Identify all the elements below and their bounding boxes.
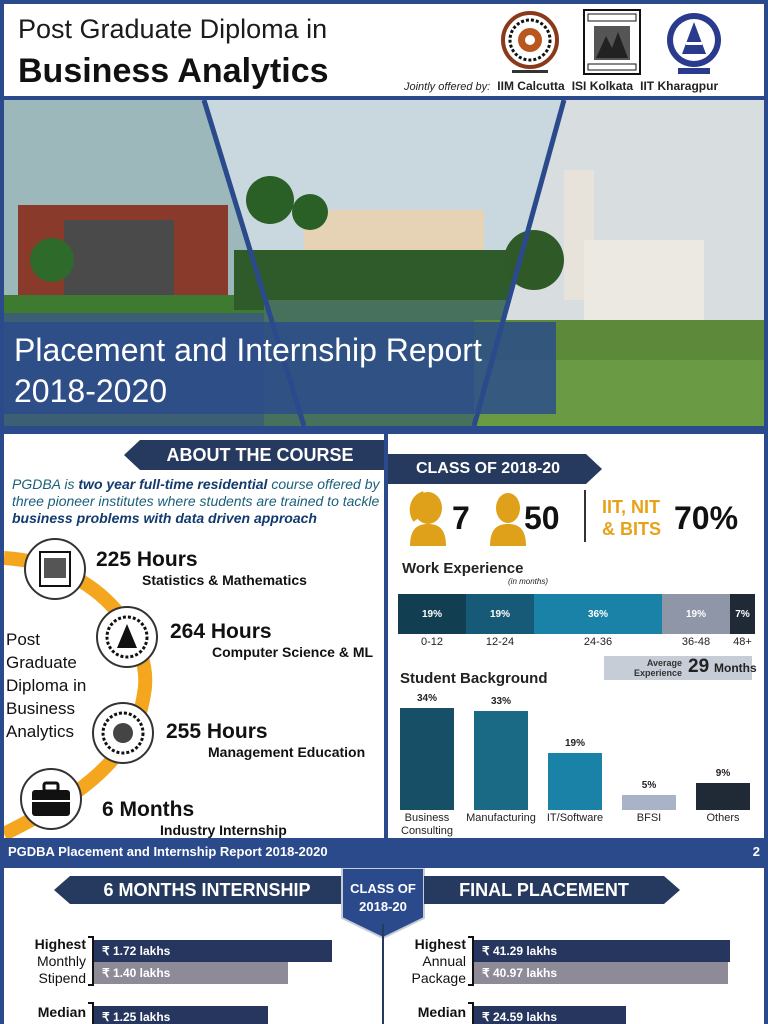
iit-label-1: IIT, NIT [602, 497, 660, 517]
intern-highest-bar-2: ₹ 1.40 lakhs [94, 962, 288, 984]
report-title [14, 330, 482, 412]
hours-item-2 [170, 620, 373, 660]
class-badge-1: CLASS OF [350, 881, 416, 896]
work-exp-bar [398, 594, 755, 634]
avg-experience-box [604, 656, 757, 680]
avg-label-1: Average [646, 658, 682, 668]
work-exp-unit: (in months) [508, 577, 549, 586]
institute-3: IIT Kharagpur [640, 79, 719, 93]
institute-1: IIM Calcutta [497, 79, 565, 93]
bg-bar-category: Others [706, 812, 740, 824]
avg-unit: Months [714, 661, 757, 675]
jointly-offered-line [404, 79, 718, 93]
bg-bar-value: 19% [564, 738, 585, 749]
page-number: 2 [752, 844, 760, 859]
jointly-label: Jointly offered by: [404, 81, 491, 93]
place-highest-lbl-2: Annual [422, 953, 466, 969]
bg-bar [474, 711, 528, 810]
bg-bar-value: 33% [490, 696, 511, 707]
pgd-line-2: Graduate [6, 653, 77, 672]
iit-label-2: & BITS [602, 519, 662, 539]
pgd-line-1: Post [6, 630, 41, 649]
bg-bar-value: 34% [416, 693, 437, 704]
iim-calcutta-logo [500, 8, 560, 78]
hours-subject-3: Management Education [208, 744, 366, 760]
class-heading: CLASS OF 2018-20 [415, 460, 561, 477]
briefcase-circle [20, 768, 82, 830]
work-exp-segment: 7% [730, 594, 755, 634]
iim-circle [92, 702, 154, 764]
intern-highest-bar: ₹ 1.72 lakhs [94, 940, 332, 962]
work-exp-range-label: 48+ [733, 636, 752, 648]
title-line-1: Post Graduate Diploma in [18, 14, 328, 44]
female-count: 7 [452, 500, 470, 536]
placement-heading: FINAL PLACEMENT [459, 880, 629, 900]
bg-bar [400, 708, 454, 810]
work-exp-segment: 36% [534, 594, 662, 634]
place-highest-lbl-1: Highest [414, 936, 466, 952]
class-badge [342, 880, 424, 916]
about-description [12, 476, 384, 527]
title-line-2: Business Analytics [18, 52, 329, 90]
hours-subject-4: Industry Internship [160, 822, 287, 838]
report-title-box [4, 322, 556, 414]
bg-bar [622, 795, 676, 810]
about-course-panel [4, 434, 384, 838]
about-intro-d: business problems with data driven approach [12, 510, 317, 526]
pgd-label [6, 628, 86, 743]
briefcase-icon [22, 770, 80, 828]
work-exp-range-label: 12-24 [485, 636, 515, 648]
place-median-lbl: Median [417, 1004, 466, 1020]
place-highest-label [394, 936, 466, 987]
work-exp-range-label: 36-48 [681, 636, 711, 648]
about-heading: ABOUT THE COURSE [166, 445, 354, 465]
hours-value-1: 225 Hours [96, 548, 198, 571]
bg-bar [548, 753, 602, 810]
iit-circle [96, 606, 158, 668]
isi-circle [24, 538, 86, 600]
intern-median-label [8, 1004, 86, 1021]
isi-icon [26, 540, 84, 598]
work-exp-title: Work Experience [402, 560, 524, 577]
intern-highest-label [8, 936, 86, 987]
student-bg-title: Student Background [400, 670, 548, 687]
bg-bar-value: 9% [715, 768, 731, 779]
hours-subject-2: Computer Science & ML [212, 644, 374, 660]
bg-bar-category: BFSI [636, 812, 662, 824]
work-exp-range-label: 24-36 [583, 636, 613, 648]
intern-median-bar: ₹ 1.25 lakhs [94, 1006, 268, 1024]
header [4, 4, 764, 96]
male-count: 50 [524, 500, 560, 536]
hours-value-4: 6 Months [102, 798, 195, 821]
iit-percent: 70% [674, 500, 739, 536]
pgd-line-4: Business [6, 699, 75, 718]
iit-label [602, 496, 661, 540]
bg-bar-category: IT/Software [546, 812, 604, 824]
report-title-line-2: 2018-2020 [14, 373, 168, 409]
class-panel [388, 434, 764, 838]
stat-divider [584, 490, 586, 542]
bg-bar [696, 783, 750, 810]
bg-bar-category: Business Consulting [401, 812, 453, 837]
page-footer-strip [4, 840, 764, 864]
intern-highest-lbl-3: Stipend [38, 970, 86, 986]
place-highest-bar: ₹ 41.29 lakhs [474, 940, 730, 962]
place-highest-bar-2: ₹ 40.97 lakhs [474, 962, 728, 984]
pgd-line-5: Analytics [6, 722, 75, 741]
work-exp-range-label: 0-12 [420, 636, 444, 648]
hours-item-3 [166, 720, 365, 760]
pgd-line-3: Diploma in [6, 676, 87, 695]
placement-panel [4, 868, 764, 1024]
bottom-divider [382, 924, 384, 1024]
iit-kharagpur-logo [664, 8, 724, 78]
work-exp-segment: 19% [466, 594, 534, 634]
avg-label-2: Experience [633, 668, 682, 678]
hours-item-1 [96, 548, 307, 588]
female-icon [406, 490, 450, 546]
iit-icon [98, 608, 156, 666]
bg-bar-category: Manufacturing [466, 812, 536, 824]
intern-median-lbl: Median [37, 1004, 86, 1020]
intern-highest-lbl-2: Monthly [36, 953, 86, 969]
isi-kolkata-logo [582, 8, 642, 78]
avg-value: 29 [688, 656, 710, 677]
about-intro-c: course offered by three pioneer institutes where students are trained to tackle [12, 476, 380, 509]
class-badge-2: 2018-20 [359, 899, 407, 914]
report-title-line-1: Placement and Internship Report [14, 332, 482, 368]
hours-item-4 [102, 798, 287, 838]
hours-subject-1: Statistics & Mathematics [142, 572, 307, 588]
hours-value-2: 264 Hours [170, 620, 272, 643]
internship-heading: 6 MONTHS INTERNSHIP [103, 880, 311, 900]
place-median-bar: ₹ 24.59 lakhs [474, 1006, 626, 1024]
bg-bar-value: 5% [641, 780, 657, 791]
intern-highest-lbl-1: Highest [34, 936, 86, 952]
institute-2: ISI Kolkata [571, 79, 634, 93]
work-exp-segment: 19% [398, 594, 466, 634]
about-intro-b: two year full-time residential [78, 476, 268, 492]
place-median-label [394, 1004, 466, 1021]
about-intro-a: PGDBA is [12, 476, 79, 492]
place-highest-lbl-3: Package [411, 970, 466, 986]
iim-icon [94, 704, 152, 762]
strip-text: PGDBA Placement and Internship Report 2018-2020 [8, 844, 328, 859]
hours-value-3: 255 Hours [166, 720, 268, 743]
avg-label [626, 658, 682, 678]
work-exp-segment: 19% [662, 594, 730, 634]
